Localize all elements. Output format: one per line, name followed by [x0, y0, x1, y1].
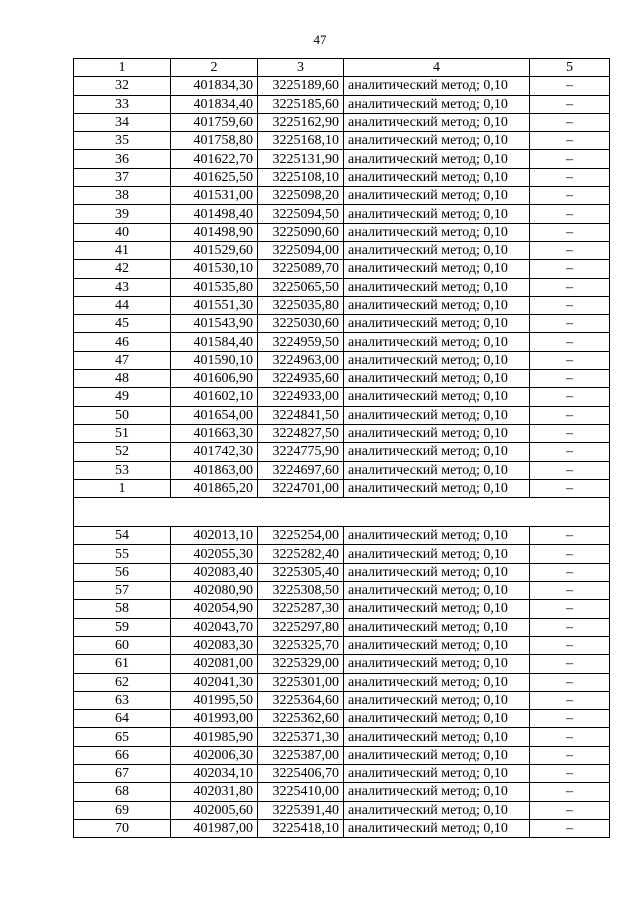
note-cell: – [530, 278, 610, 296]
point-number-cell: 53 [74, 461, 171, 479]
y-coordinate-cell: 3225090,60 [258, 223, 344, 241]
table-row [74, 746, 610, 764]
table-row [74, 205, 610, 223]
point-number-cell: 59 [74, 618, 171, 636]
note-cell: – [530, 424, 610, 442]
method-accuracy-cell: аналитический метод; 0,10 [344, 618, 530, 636]
note-cell: – [530, 388, 610, 406]
method-accuracy-cell: аналитический метод; 0,10 [344, 545, 530, 563]
note-cell: – [530, 333, 610, 351]
y-coordinate-cell: 3225162,90 [258, 113, 344, 131]
point-number-cell: 35 [74, 132, 171, 150]
note-cell: – [530, 241, 610, 259]
y-coordinate-cell: 3225308,50 [258, 582, 344, 600]
y-coordinate-cell: 3224697,60 [258, 461, 344, 479]
y-coordinate-cell: 3225168,10 [258, 132, 344, 150]
point-number-cell: 61 [74, 655, 171, 673]
note-cell: – [530, 168, 610, 186]
point-number-cell: 64 [74, 710, 171, 728]
y-coordinate-cell: 3224841,50 [258, 406, 344, 424]
y-coordinate-cell: 3224959,50 [258, 333, 344, 351]
note-cell: – [530, 819, 610, 837]
note-cell: – [530, 655, 610, 673]
note-cell: – [530, 710, 610, 728]
method-accuracy-cell: аналитический метод; 0,10 [344, 479, 530, 497]
point-number-cell: 41 [74, 241, 171, 259]
y-coordinate-cell: 3224933,00 [258, 388, 344, 406]
method-accuracy-cell: аналитический метод; 0,10 [344, 333, 530, 351]
x-coordinate-cell: 401863,00 [171, 461, 258, 479]
y-coordinate-cell: 3225297,80 [258, 618, 344, 636]
table-row [74, 278, 610, 296]
coordinates-table [73, 58, 610, 838]
point-number-cell: 33 [74, 95, 171, 113]
method-accuracy-cell: аналитический метод; 0,10 [344, 351, 530, 369]
table-row [74, 77, 610, 95]
table-row [74, 461, 610, 479]
point-number-cell: 34 [74, 113, 171, 131]
x-coordinate-cell: 401498,40 [171, 205, 258, 223]
note-cell: – [530, 315, 610, 333]
table-row [74, 764, 610, 782]
x-coordinate-cell: 401985,90 [171, 728, 258, 746]
method-accuracy-cell: аналитический метод; 0,10 [344, 424, 530, 442]
note-cell: – [530, 223, 610, 241]
y-coordinate-cell: 3225371,30 [258, 728, 344, 746]
header-row [74, 59, 610, 77]
method-accuracy-cell: аналитический метод; 0,10 [344, 746, 530, 764]
point-number-cell: 69 [74, 801, 171, 819]
method-accuracy-cell: аналитический метод; 0,10 [344, 801, 530, 819]
note-cell: – [530, 764, 610, 782]
separator-cell [74, 498, 610, 527]
method-accuracy-cell: аналитический метод; 0,10 [344, 691, 530, 709]
note-cell: – [530, 296, 610, 314]
point-number-cell: 52 [74, 443, 171, 461]
point-number-cell: 42 [74, 260, 171, 278]
table-row [74, 545, 610, 563]
x-coordinate-cell: 401606,90 [171, 370, 258, 388]
note-cell: – [530, 187, 610, 205]
y-coordinate-cell: 3225406,70 [258, 764, 344, 782]
table-row [74, 370, 610, 388]
x-coordinate-cell: 401543,90 [171, 315, 258, 333]
x-coordinate-cell: 401530,10 [171, 260, 258, 278]
x-coordinate-cell: 402055,30 [171, 545, 258, 563]
method-accuracy-cell: аналитический метод; 0,10 [344, 443, 530, 461]
table-row [74, 655, 610, 673]
y-coordinate-cell: 3225362,60 [258, 710, 344, 728]
method-accuracy-cell: аналитический метод; 0,10 [344, 563, 530, 581]
x-coordinate-cell: 401995,50 [171, 691, 258, 709]
column-header: 4 [344, 59, 530, 77]
x-coordinate-cell: 401834,30 [171, 77, 258, 95]
table-row [74, 783, 610, 801]
note-cell: – [530, 783, 610, 801]
point-number-cell: 60 [74, 636, 171, 654]
method-accuracy-cell: аналитический метод; 0,10 [344, 77, 530, 95]
page-number: 47 [313, 32, 327, 47]
y-coordinate-cell: 3225301,00 [258, 673, 344, 691]
x-coordinate-cell: 401834,40 [171, 95, 258, 113]
table-row [74, 618, 610, 636]
y-coordinate-cell: 3225089,70 [258, 260, 344, 278]
table-row [74, 710, 610, 728]
x-coordinate-cell: 402034,10 [171, 764, 258, 782]
point-number-cell: 57 [74, 582, 171, 600]
method-accuracy-cell: аналитический метод; 0,10 [344, 132, 530, 150]
method-accuracy-cell: аналитический метод; 0,10 [344, 187, 530, 205]
point-number-cell: 58 [74, 600, 171, 618]
group-separator-row [74, 498, 610, 527]
y-coordinate-cell: 3225287,30 [258, 600, 344, 618]
x-coordinate-cell: 402083,30 [171, 636, 258, 654]
table-row [74, 132, 610, 150]
y-coordinate-cell: 3225364,60 [258, 691, 344, 709]
x-coordinate-cell: 402005,60 [171, 801, 258, 819]
x-coordinate-cell: 401551,30 [171, 296, 258, 314]
point-number-cell: 37 [74, 168, 171, 186]
table-row [74, 260, 610, 278]
point-number-cell: 38 [74, 187, 171, 205]
x-coordinate-cell: 401590,10 [171, 351, 258, 369]
note-cell: – [530, 563, 610, 581]
table-row [74, 150, 610, 168]
method-accuracy-cell: аналитический метод; 0,10 [344, 388, 530, 406]
x-coordinate-cell: 401584,40 [171, 333, 258, 351]
method-accuracy-cell: аналитический метод; 0,10 [344, 764, 530, 782]
method-accuracy-cell: аналитический метод; 0,10 [344, 819, 530, 837]
note-cell: – [530, 728, 610, 746]
point-number-cell: 55 [74, 545, 171, 563]
method-accuracy-cell: аналитический метод; 0,10 [344, 600, 530, 618]
point-number-cell: 47 [74, 351, 171, 369]
y-coordinate-cell: 3224775,90 [258, 443, 344, 461]
point-number-cell: 46 [74, 333, 171, 351]
table-row [74, 443, 610, 461]
note-cell: – [530, 150, 610, 168]
table-row [74, 241, 610, 259]
y-coordinate-cell: 3225387,00 [258, 746, 344, 764]
x-coordinate-cell: 401663,30 [171, 424, 258, 442]
y-coordinate-cell: 3225189,60 [258, 77, 344, 95]
note-cell: – [530, 95, 610, 113]
note-cell: – [530, 479, 610, 497]
x-coordinate-cell: 401758,80 [171, 132, 258, 150]
table-row [74, 95, 610, 113]
method-accuracy-cell: аналитический метод; 0,10 [344, 223, 530, 241]
point-number-cell: 44 [74, 296, 171, 314]
x-coordinate-cell: 402081,00 [171, 655, 258, 673]
y-coordinate-cell: 3225325,70 [258, 636, 344, 654]
y-coordinate-cell: 3225098,20 [258, 187, 344, 205]
note-cell: – [530, 582, 610, 600]
method-accuracy-cell: аналитический метод; 0,10 [344, 582, 530, 600]
method-accuracy-cell: аналитический метод; 0,10 [344, 205, 530, 223]
method-accuracy-cell: аналитический метод; 0,10 [344, 655, 530, 673]
method-accuracy-cell: аналитический метод; 0,10 [344, 461, 530, 479]
table-row [74, 673, 610, 691]
x-coordinate-cell: 401993,00 [171, 710, 258, 728]
y-coordinate-cell: 3225108,10 [258, 168, 344, 186]
table-row [74, 479, 610, 497]
table-row [74, 819, 610, 837]
y-coordinate-cell: 3224963,00 [258, 351, 344, 369]
x-coordinate-cell: 402041,30 [171, 673, 258, 691]
note-cell: – [530, 801, 610, 819]
point-number-cell: 63 [74, 691, 171, 709]
table-row [74, 315, 610, 333]
method-accuracy-cell: аналитический метод; 0,10 [344, 168, 530, 186]
column-header: 5 [530, 59, 610, 77]
y-coordinate-cell: 3225254,00 [258, 527, 344, 545]
table-row [74, 406, 610, 424]
x-coordinate-cell: 401987,00 [171, 819, 258, 837]
point-number-cell: 67 [74, 764, 171, 782]
point-number-cell: 65 [74, 728, 171, 746]
method-accuracy-cell: аналитический метод; 0,10 [344, 296, 530, 314]
x-coordinate-cell: 402054,90 [171, 600, 258, 618]
table-row [74, 424, 610, 442]
note-cell: – [530, 406, 610, 424]
point-number-cell: 40 [74, 223, 171, 241]
point-number-cell: 48 [74, 370, 171, 388]
point-number-cell: 66 [74, 746, 171, 764]
method-accuracy-cell: аналитический метод; 0,10 [344, 783, 530, 801]
x-coordinate-cell: 401535,80 [171, 278, 258, 296]
y-coordinate-cell: 3225065,50 [258, 278, 344, 296]
table-row [74, 168, 610, 186]
method-accuracy-cell: аналитический метод; 0,10 [344, 260, 530, 278]
note-cell: – [530, 443, 610, 461]
method-accuracy-cell: аналитический метод; 0,10 [344, 406, 530, 424]
table-row [74, 801, 610, 819]
x-coordinate-cell: 401602,10 [171, 388, 258, 406]
x-coordinate-cell: 402083,40 [171, 563, 258, 581]
note-cell: – [530, 527, 610, 545]
y-coordinate-cell: 3225391,40 [258, 801, 344, 819]
table-row [74, 351, 610, 369]
note-cell: – [530, 461, 610, 479]
method-accuracy-cell: аналитический метод; 0,10 [344, 636, 530, 654]
column-header: 1 [74, 59, 171, 77]
y-coordinate-cell: 3225030,60 [258, 315, 344, 333]
table-row [74, 527, 610, 545]
point-number-cell: 32 [74, 77, 171, 95]
y-coordinate-cell: 3225305,40 [258, 563, 344, 581]
method-accuracy-cell: аналитический метод; 0,10 [344, 673, 530, 691]
y-coordinate-cell: 3224701,00 [258, 479, 344, 497]
x-coordinate-cell: 401498,90 [171, 223, 258, 241]
note-cell: – [530, 260, 610, 278]
x-coordinate-cell: 401759,60 [171, 113, 258, 131]
method-accuracy-cell: аналитический метод; 0,10 [344, 527, 530, 545]
y-coordinate-cell: 3225035,80 [258, 296, 344, 314]
method-accuracy-cell: аналитический метод; 0,10 [344, 315, 530, 333]
x-coordinate-cell: 402006,30 [171, 746, 258, 764]
table-row [74, 563, 610, 581]
y-coordinate-cell: 3225282,40 [258, 545, 344, 563]
point-number-cell: 36 [74, 150, 171, 168]
method-accuracy-cell: аналитический метод; 0,10 [344, 710, 530, 728]
method-accuracy-cell: аналитический метод; 0,10 [344, 728, 530, 746]
note-cell: – [530, 636, 610, 654]
x-coordinate-cell: 401742,30 [171, 443, 258, 461]
table-row [74, 113, 610, 131]
point-number-cell: 54 [74, 527, 171, 545]
column-header: 2 [171, 59, 258, 77]
y-coordinate-cell: 3225185,60 [258, 95, 344, 113]
y-coordinate-cell: 3225410,00 [258, 783, 344, 801]
y-coordinate-cell: 3225094,50 [258, 205, 344, 223]
x-coordinate-cell: 401625,50 [171, 168, 258, 186]
y-coordinate-cell: 3225131,90 [258, 150, 344, 168]
column-header: 3 [258, 59, 344, 77]
note-cell: – [530, 351, 610, 369]
table-row [74, 223, 610, 241]
note-cell: – [530, 691, 610, 709]
x-coordinate-cell: 402013,10 [171, 527, 258, 545]
point-number-cell: 45 [74, 315, 171, 333]
table-row [74, 728, 610, 746]
note-cell: – [530, 618, 610, 636]
point-number-cell: 39 [74, 205, 171, 223]
point-number-cell: 50 [74, 406, 171, 424]
point-number-cell: 56 [74, 563, 171, 581]
x-coordinate-cell: 401654,00 [171, 406, 258, 424]
note-cell: – [530, 545, 610, 563]
note-cell: – [530, 600, 610, 618]
note-cell: – [530, 205, 610, 223]
table-body [74, 77, 610, 838]
x-coordinate-cell: 401531,00 [171, 187, 258, 205]
table-row [74, 582, 610, 600]
x-coordinate-cell: 401529,60 [171, 241, 258, 259]
method-accuracy-cell: аналитический метод; 0,10 [344, 278, 530, 296]
note-cell: – [530, 673, 610, 691]
table-row [74, 388, 610, 406]
note-cell: – [530, 370, 610, 388]
y-coordinate-cell: 3224827,50 [258, 424, 344, 442]
table-row [74, 600, 610, 618]
table-row [74, 187, 610, 205]
y-coordinate-cell: 3224935,60 [258, 370, 344, 388]
table-row [74, 333, 610, 351]
note-cell: – [530, 132, 610, 150]
x-coordinate-cell: 402031,80 [171, 783, 258, 801]
table-row [74, 636, 610, 654]
point-number-cell: 51 [74, 424, 171, 442]
note-cell: – [530, 746, 610, 764]
x-coordinate-cell: 401865,20 [171, 479, 258, 497]
y-coordinate-cell: 3225329,00 [258, 655, 344, 673]
note-cell: – [530, 77, 610, 95]
x-coordinate-cell: 402043,70 [171, 618, 258, 636]
table-row [74, 296, 610, 314]
point-number-cell: 68 [74, 783, 171, 801]
x-coordinate-cell: 401622,70 [171, 150, 258, 168]
x-coordinate-cell: 402080,90 [171, 582, 258, 600]
method-accuracy-cell: аналитический метод; 0,10 [344, 95, 530, 113]
note-cell: – [530, 113, 610, 131]
point-number-cell: 43 [74, 278, 171, 296]
y-coordinate-cell: 3225418,10 [258, 819, 344, 837]
method-accuracy-cell: аналитический метод; 0,10 [344, 113, 530, 131]
point-number-cell: 70 [74, 819, 171, 837]
method-accuracy-cell: аналитический метод; 0,10 [344, 241, 530, 259]
method-accuracy-cell: аналитический метод; 0,10 [344, 370, 530, 388]
point-number-cell: 1 [74, 479, 171, 497]
point-number-cell: 49 [74, 388, 171, 406]
y-coordinate-cell: 3225094,00 [258, 241, 344, 259]
point-number-cell: 62 [74, 673, 171, 691]
table-row [74, 691, 610, 709]
method-accuracy-cell: аналитический метод; 0,10 [344, 150, 530, 168]
